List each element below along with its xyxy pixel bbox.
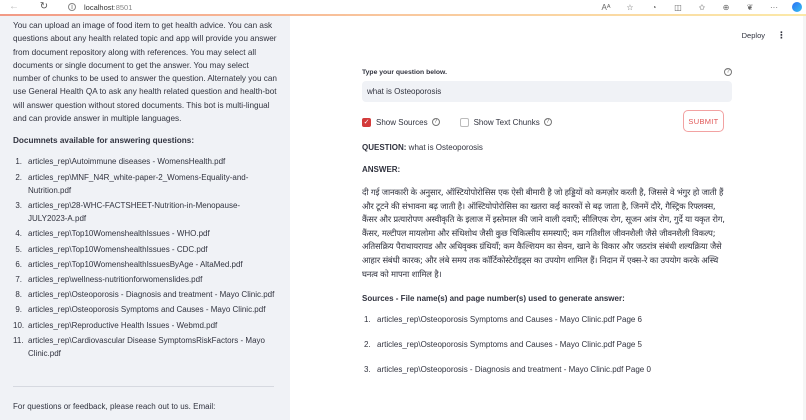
document-item: 4. articles_rep\Top10WomenshealthIssues - WHO.pdf [15, 229, 210, 239]
documents-heading: Documnets available for answering questions: [13, 136, 195, 146]
show-text-chunks-checkbox[interactable]: Show Text Chunks ? [460, 118, 552, 127]
favorite-icon[interactable]: ☆ [626, 2, 634, 12]
browser-toolbar [0, 0, 806, 14]
copilot-icon[interactable] [792, 2, 802, 12]
sidebar [0, 16, 290, 420]
document-item: 11. articles_rep\Cardiovascular Disease SymptomsRiskFactors - Mayo Clinic.pdf [13, 335, 265, 359]
app-header [742, 30, 786, 41]
sidebar-intro: You can upload an image of food item to get health advice. You can ask questions about any health related topic and app will provide you answer from document repository along with references. You may select all documents or single document to get the answer. You may select number of chunks to be used to answer the question. Alternately you can use General Health QA to ask any health related question and health-bot will answer question without stored documents. This bot is multi-lingual and can provide answer in multiple languages. [13, 21, 277, 124]
feedback-text: For questions or feedback, please reach out to us. Email: [13, 402, 216, 412]
sources-title: Sources - File name(s) and page number(s) used to generate answer: [362, 294, 625, 304]
performance-icon[interactable]: ❦ [746, 2, 754, 12]
document-item: 7. articles_rep\wellness-nutritionforwomenslides.pdf [15, 275, 203, 284]
question-input[interactable] [362, 81, 732, 102]
answer-text: दी गई जानकारी के अनुसार, ऑस्टियोपोरोसिस एक ऐसी बीमारी है जो हड्डियों को कमज़ोर करती है, जिससे वे भंगुर हो जाती हैं और टूटने की संभावना बढ़ जाती है। ऑस्टियोपोरोसिस का खतरा कई कारकों से बढ़ जाता है, जिनमें दौरे, गैस्ट्रिक रिफ्लक्स, कैंसर और प्रत्यारोपण अस्वीकृति के इलाज में इस्तेमाल की जाने वाली दवाएँ; सीलिएक रोग, सूजन आंत्र रोग, गुर्दे या यकृत रोग, कैंसर, मल्टीपल मायलोमा और संधिशोथ जैसी कुछ चिकित्सीय समस्याएँ; कम गतिशील जीवनशैली जैसे जीवनशैली विकल्प; अतिसक्रिय पैराथायरायड और अधिवृक्क ग्रंथियाँ; कम कैल्शियम का सेवन, खाने के विकार और जठरांत्र संबंधी शल्यक्रिया जैसे आहार संबंधी कारक; और लंबे समय तक कॉर्टिकोस्टेरॉइड्स का उपयोग शामिल हैं। निदान में एक्स-रे का उपयोग करके अस्थि घनत्व को मापना शामिल है। [362, 187, 725, 279]
help-icon[interactable]: ? [544, 118, 552, 126]
reload-icon[interactable]: ↻ [39, 1, 49, 12]
help-icon[interactable]: ? [724, 68, 732, 76]
checkbox-checked-icon[interactable]: ✓ [363, 118, 370, 126]
submit-button[interactable]: SUBMIT [683, 110, 724, 132]
document-item: 3. articles_rep\28-WHC-FACTSHEET-Nutrition-in-Menopause-JULY2023-A.pdf [15, 200, 241, 224]
document-item: 1. articles_rep\Autoimmune diseases - WomensHealth.pdf [15, 157, 226, 167]
question-echo: QUESTION: what is Osteoporosis [362, 143, 483, 152]
address-bar[interactable] [68, 1, 132, 13]
favorites-bar-icon[interactable]: ✩ [698, 2, 706, 12]
url-text: localhost:8501 [84, 2, 133, 12]
show-sources-checkbox[interactable]: ✓ Show Sources ? [362, 118, 440, 127]
checkbox-unchecked-icon[interactable] [460, 118, 469, 127]
sources-list [362, 315, 732, 374]
document-item: 6. articles_rep\Top10WomenshealthIssuesByAge - AltaMed.pdf [15, 259, 243, 269]
back-icon[interactable]: ← [9, 1, 19, 12]
source-item: 2. articles_rep\Osteoporosis Symptoms and Causes - Mayo Clinic.pdf Page 5 [364, 340, 643, 350]
extensions-icon[interactable]: ◔ [651, 2, 657, 12]
collections-icon[interactable]: ⊕ [722, 2, 730, 12]
source-item: 1. articles_rep\Osteoporosis Symptoms and Causes - Mayo Clinic.pdf Page 6 [364, 315, 643, 325]
document-item: 2. articles_rep\MNF_N4R_white-paper-2_Womens-Equality-and-Nutrition.pdf [15, 172, 249, 195]
question-label: Type your question below. [362, 68, 447, 76]
document-item: 9. articles_rep\Osteoporosis Symptoms and Causes - Mayo Clinic.pdf [15, 305, 266, 315]
main-menu-icon[interactable]: ⋮ [777, 30, 786, 40]
sidebar-divider [13, 386, 274, 387]
more-icon[interactable]: ··· [770, 2, 778, 12]
document-item: 8. articles_rep\Osteoporosis - Diagnosis and treatment - Mayo Clinic.pdf [15, 290, 275, 300]
main-panel [290, 16, 806, 420]
read-aloud-icon[interactable]: Aᴬ [601, 2, 611, 12]
document-item: 10. articles_rep\Reproductive Health Issues - Webmd.pdf [13, 320, 218, 330]
documents-list [13, 155, 278, 360]
info-icon[interactable]: i [68, 3, 76, 11]
answer-label: ANSWER: [362, 165, 401, 174]
browser-actions [594, 0, 802, 14]
help-icon[interactable]: ? [432, 118, 440, 126]
split-screen-icon[interactable]: ◫ [674, 2, 682, 12]
deploy-button[interactable]: Deploy [741, 31, 765, 40]
qa-form [362, 68, 732, 390]
document-item: 5. articles_rep\Top10WomenshealthIssues - CDC.pdf [15, 244, 208, 254]
source-item: 3. articles_rep\Osteoporosis - Diagnosis and treatment - Mayo Clinic.pdf Page 0 [364, 365, 651, 375]
